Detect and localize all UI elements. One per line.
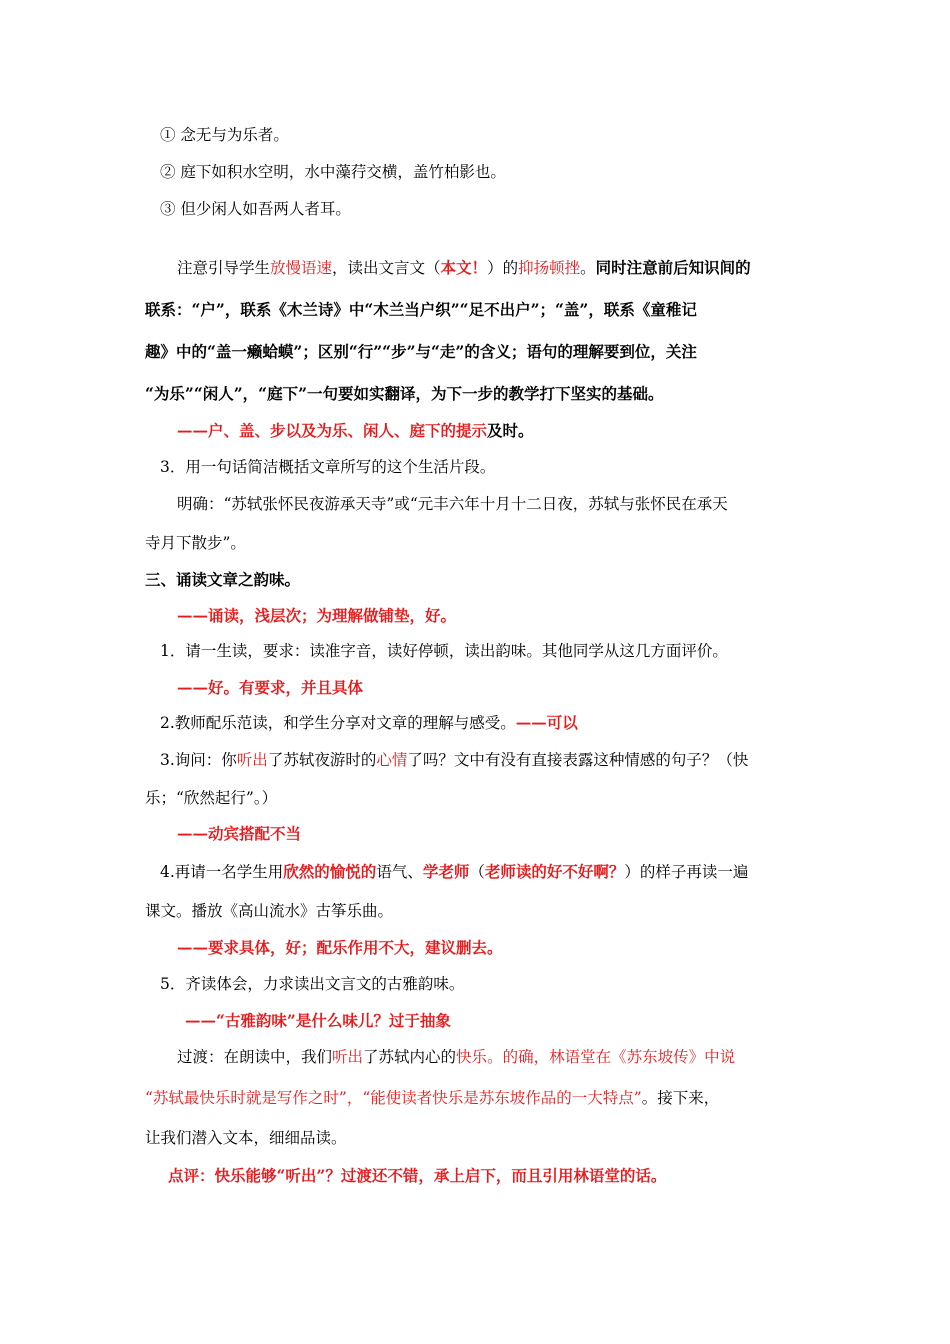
paragraph-guidance-line-4: “为乐”“闲人”，“庭下”一句要如实翻译，为下一步的教学打下坚实的基础。 [145, 384, 664, 403]
step-3-line-2: 乐；“欣然起行”。） [145, 789, 278, 807]
comment-step-5: ——“古雅韵味”是什么味儿？过于抽象 [185, 1011, 451, 1030]
review-comment: 点评：快乐能够“听出”？过渡还不错，承上启下，而且引用林语堂的话。 [168, 1166, 667, 1185]
comment-step-3: ——动宾搭配不当 [177, 824, 302, 843]
comment-step-1: ——好。有要求，并且具体 [177, 678, 364, 697]
step-1: 1．请一生读，要求：读准字音，读好停顿，读出韵味。其他同学从这几方面评价。 [160, 642, 728, 660]
section-heading-3: 三、诵读文章之韵味。 [145, 570, 301, 589]
quote-line-2: ② 庭下如积水空明，水中藻荇交横，盖竹柏影也。 [160, 163, 506, 181]
quote-line-1: ① 念无与为乐者。 [160, 126, 289, 144]
paragraph-guidance-line-3: 趣》中的“盖一癞蛤蟆”；区别“行”“步”与“走”的含义；语句的理解要到位，关注 [145, 342, 697, 361]
transition-line-3: 让我们潜入文本，细细品读。 [145, 1129, 347, 1147]
step-2: 2.教师配乐范读，和学生分享对文章的理解与感受。——可以 [160, 713, 578, 732]
answer-line-1: 明确：“苏轼张怀民夜游承天寺”或“元丰六年十月十二日夜，苏轼与张怀民在承天 [177, 495, 728, 513]
task-3-summary: 3．用一句话简洁概括文章所写的这个生活片段。 [160, 458, 496, 476]
step-4-line-2: 课文。播放《高山流水》古筝乐曲。 [145, 902, 394, 920]
paragraph-guidance: 注意引导学生放慢语速，读出文言文（本文！）的抑扬顿挫。同时注意前后知识间的 [177, 258, 751, 277]
paragraph-guidance-line-2: 联系：“户”，联系《木兰诗》中“木兰当户织”“足不出户”；“盖”，联系《童稚记 [145, 300, 697, 319]
transition-line-1: 过渡：在朗读中，我们听出了苏轼内心的快乐。的确，林语堂在《苏东坡传》中说 [177, 1048, 736, 1066]
transition-line-2: “苏轼最快乐时就是写作之时”，“能使读者快乐是苏东坡作品的一大特点”。接下来， [145, 1089, 720, 1107]
comment-reading: ——诵读，浅层次；为理解做铺垫，好。 [177, 606, 457, 625]
step-3: 3.询问：你听出了苏轼夜游时的心情了吗？文中有没有直接表露这种情感的句子？（快 [160, 751, 749, 769]
answer-line-2: 寺月下散步”。 [145, 534, 246, 552]
comment-hint: ——户、盖、步以及为乐、闲人、庭下的提示及时。 [177, 421, 534, 440]
comment-step-4: ——要求具体，好；配乐作用不大，建议删去。 [177, 938, 503, 957]
step-5: 5．齐读体会，力求读出文言文的古雅韵味。 [160, 975, 465, 993]
step-4: 4.再请一名学生用欣然的愉悦的语气、学老师（老师读的好不好啊？）的样子再读一遍 [160, 862, 749, 881]
quote-line-3: ③ 但少闲人如吾两人者耳。 [160, 200, 351, 218]
